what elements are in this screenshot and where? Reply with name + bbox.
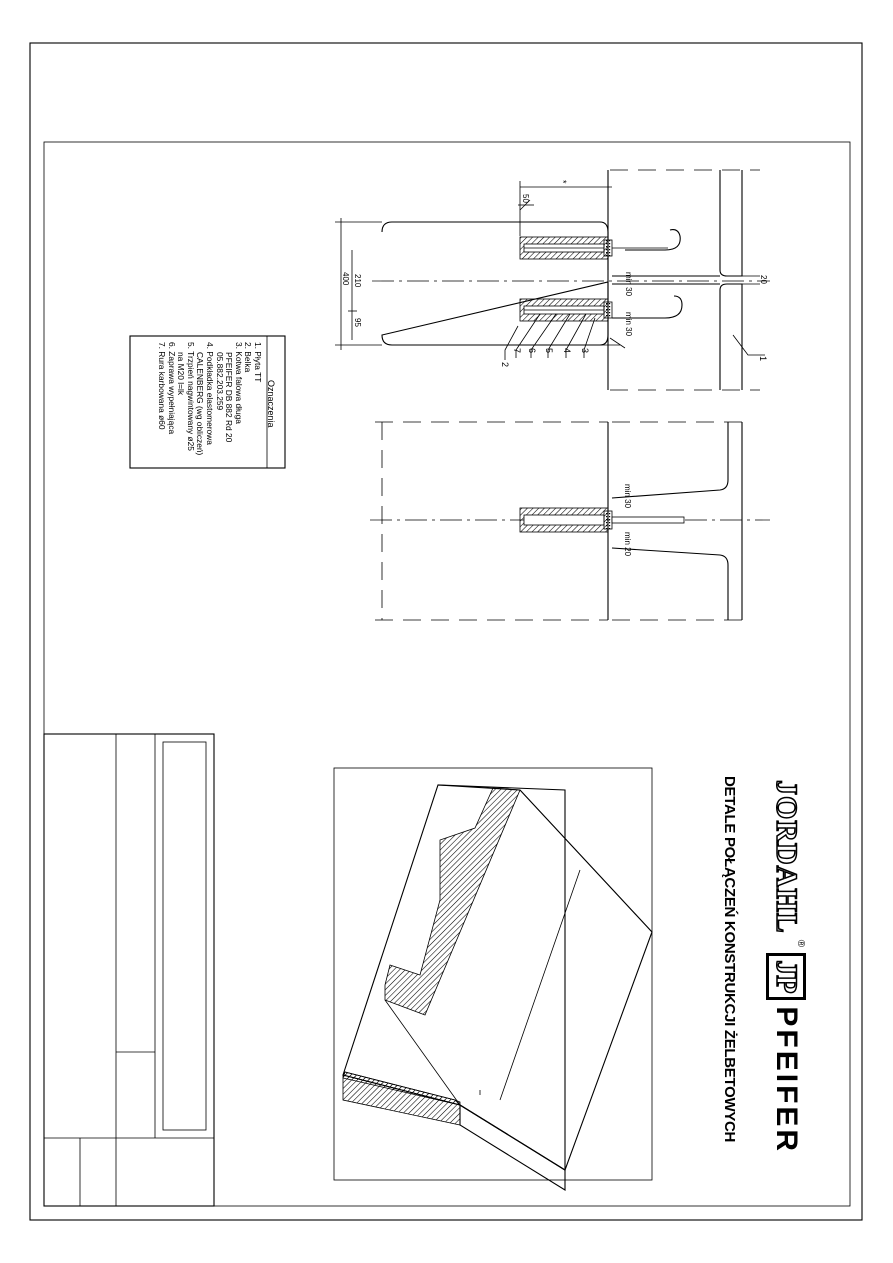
section-view-upper <box>335 170 770 390</box>
callout-4: 4 <box>562 348 572 354</box>
callout-7: 7 <box>512 348 522 354</box>
dim-50: 50 <box>521 194 530 203</box>
legend-item: 1. Płyta TT <box>253 342 263 383</box>
dim-20: 20 <box>759 275 768 284</box>
legend-item: 7. Rura karbowana ø60 <box>157 342 168 430</box>
threaded-rod <box>612 517 684 523</box>
brand-pfeifer: PFEIFER <box>770 1006 803 1155</box>
title-block <box>44 734 214 1206</box>
legend-title: Oznaczenia <box>266 380 276 428</box>
elastomer-pad-a <box>604 240 612 256</box>
elastomer-pad-b <box>604 302 612 318</box>
brand-reg: ® <box>795 939 806 948</box>
legend-item: 2. Belka <box>243 342 254 373</box>
callout-5: 5 <box>544 348 554 354</box>
dim-min30-b: min 30 <box>624 312 633 337</box>
callout-1: 1 <box>758 356 768 362</box>
brand-logo <box>766 780 806 1154</box>
section-view-lower <box>370 422 770 620</box>
legend-item: 05.882.203.259 <box>214 352 225 411</box>
drawing-title: DETALE POŁĄCZEŃ KONSTRUKCJI ŻELBETOWYCH <box>721 776 738 1143</box>
legend-item: 4. Podkładka elastomerowa <box>205 342 216 445</box>
isometric-view <box>334 768 652 1190</box>
dim-210: 210 <box>353 274 362 288</box>
callout-2: 2 <box>500 362 510 368</box>
brand-jordahl: JORDAHL <box>770 780 803 934</box>
dim-star: * <box>558 180 568 184</box>
legend-item: 5. Trzpień nagwintowany ø25 <box>185 342 196 451</box>
legend-item: PFEIFER DB 882 Rd 20 <box>224 352 235 443</box>
dim-min30-a: min 30 <box>624 272 633 297</box>
callout-6: 6 <box>527 348 537 354</box>
dim-400: 400 <box>341 272 350 286</box>
jp-mark-icon: JP <box>766 953 806 1000</box>
wave-anchor-hook-b <box>612 296 682 318</box>
legend-item: CALENBERG (wg obliczeń) <box>195 352 206 456</box>
legend-item: na M20 l=lk <box>176 352 187 396</box>
dim-95: 95 <box>353 318 362 327</box>
dim-min20: min 20 <box>623 532 632 557</box>
wave-anchor-hook-a <box>625 230 680 250</box>
dim-min30-c: min 30 <box>623 484 632 509</box>
legend-item: 3. Kotwa falowa długa <box>233 342 244 424</box>
legend-item: 6. Zaprawa wypełniająca <box>166 342 177 435</box>
legend-items <box>156 342 262 455</box>
callout-3: 3 <box>580 348 590 354</box>
